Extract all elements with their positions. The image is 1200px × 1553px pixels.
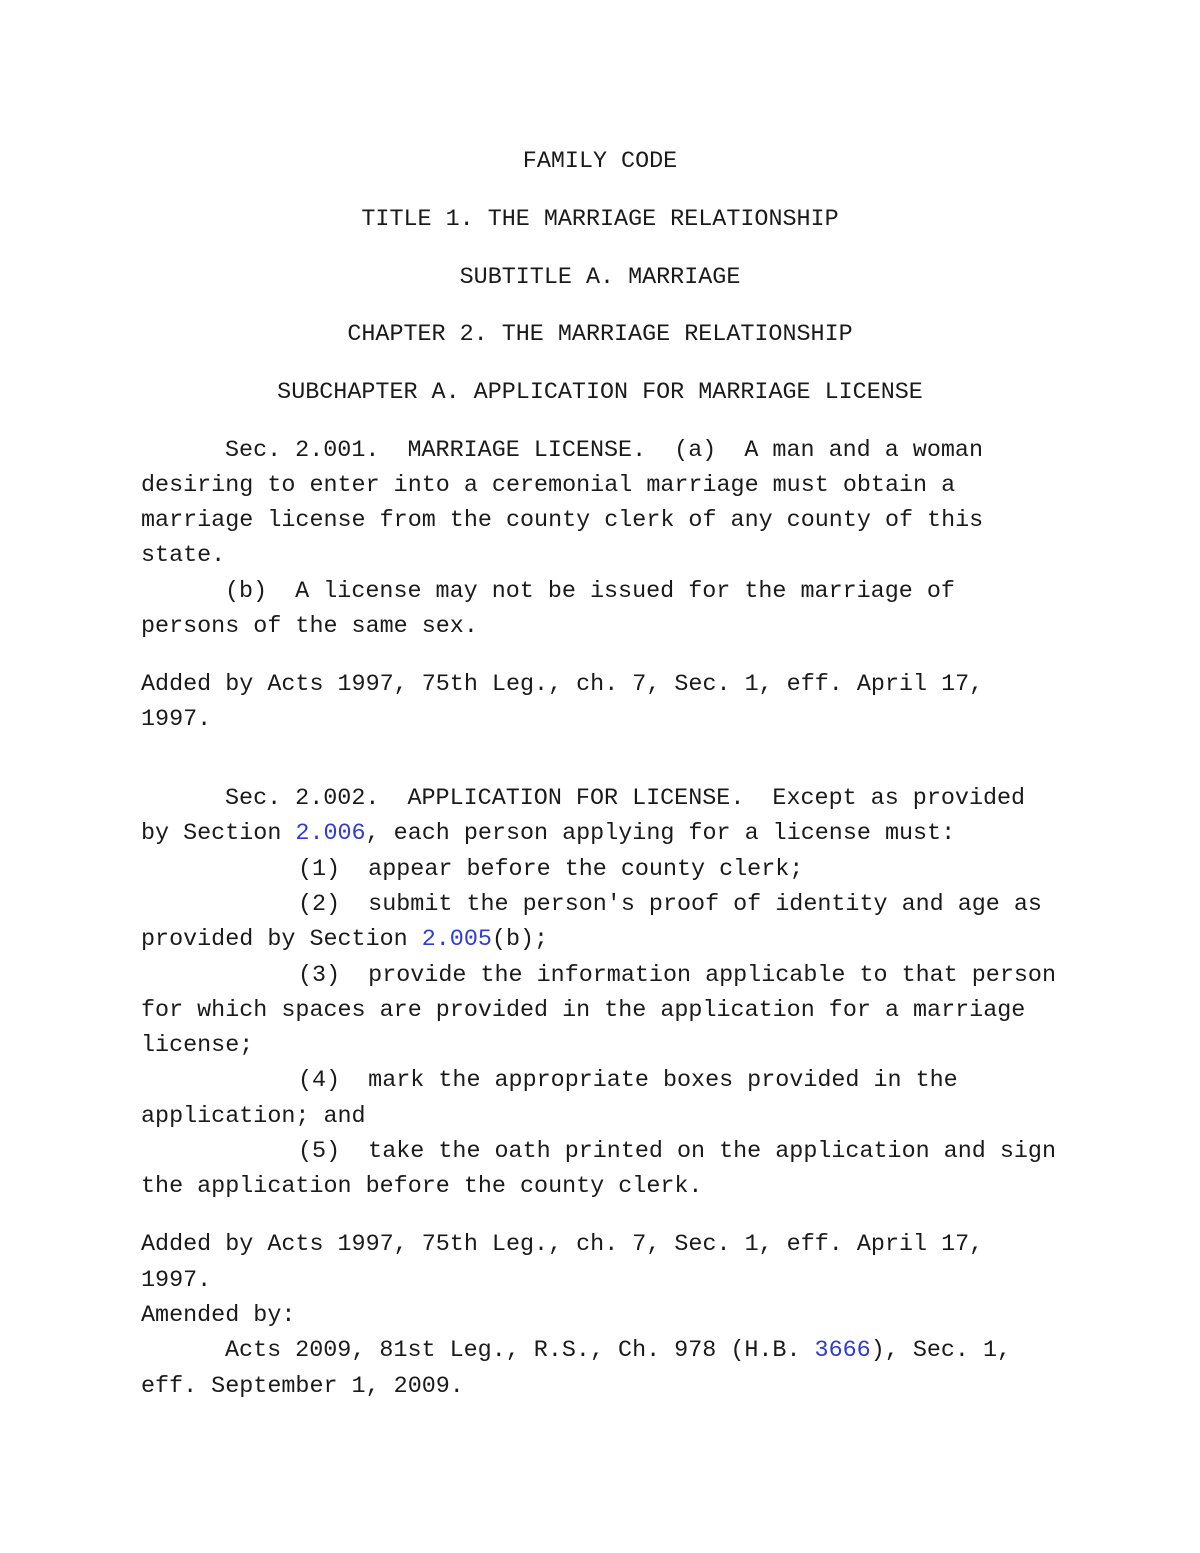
list-item-3: (3) provide the information applicable to that person (298, 963, 1056, 989)
text-fragment: ), Sec. 1, (870, 1338, 1012, 1364)
text-fragment: by Section (141, 821, 296, 847)
title-heading: TITLE 1. THE MARRIAGE RELATIONSHIP (361, 207, 839, 233)
hb-3666-link[interactable]: 3666 (814, 1338, 871, 1364)
text-fragment: provided by Section (141, 927, 422, 953)
sec-2-001-history-line: 1997. (141, 707, 212, 733)
list-item-2: (2) submit the person's proof of identity and age as (298, 892, 1042, 918)
list-item-4-cont: application; and (141, 1104, 366, 1130)
list-item-3-cont: for which spaces are provided in the application for a marriage (141, 998, 1026, 1024)
amended-by-label: Amended by: (141, 1303, 296, 1329)
code-heading: FAMILY CODE (522, 149, 678, 175)
text-fragment: (b); (491, 927, 549, 953)
list-item-5: (5) take the oath printed on the application and sign (298, 1139, 1056, 1165)
list-item-4: (4) mark the appropriate boxes provided in the (298, 1068, 958, 1094)
sec-2-001-text-line: persons of the same sex. (141, 614, 478, 640)
text-fragment: , each person applying for a license must: (365, 821, 956, 847)
subtitle-heading: SUBTITLE A. MARRIAGE (459, 265, 741, 291)
section-2-006-link[interactable]: 2.006 (295, 821, 366, 847)
chapter-heading: CHAPTER 2. THE MARRIAGE RELATIONSHIP (347, 322, 853, 348)
text-fragment: Acts 2009, 81st Leg., R.S., Ch. 978 (H.B. (225, 1338, 815, 1364)
list-item-1: (1) appear before the county clerk; (298, 857, 804, 883)
section-2-005-link[interactable]: 2.005 (421, 927, 492, 953)
sec-2-002-heading-line: Sec. 2.002. APPLICATION FOR LICENSE. Except as provided (225, 786, 1026, 812)
sec-2-002-text-line (141, 819, 955, 849)
sec-2-001-text-line: state. (141, 543, 226, 569)
list-item-5-cont: the application before the county clerk. (141, 1174, 703, 1200)
amendment-line (225, 1336, 1011, 1366)
list-item-3-cont: license; (141, 1033, 254, 1059)
sec-2-001-history-line: Added by Acts 1997, 75th Leg., ch. 7, Sec. 1, eff. April 17, (141, 672, 984, 698)
list-item-2-cont (141, 925, 548, 955)
sec-2-001-text-line: desiring to enter into a ceremonial marriage must obtain a (141, 473, 956, 499)
sec-2-001-subsection-b: (b) A license may not be issued for the marriage of (225, 579, 955, 605)
sec-2-001-text-line: marriage license from the county clerk of any county of this (141, 508, 984, 534)
amendment-line-cont: eff. September 1, 2009. (141, 1374, 464, 1400)
subchapter-heading: SUBCHAPTER A. APPLICATION FOR MARRIAGE LICENSE (277, 380, 923, 406)
sec-2-001-heading-line: Sec. 2.001. MARRIAGE LICENSE. (a) A man and a woman (225, 438, 983, 464)
sec-2-002-history-line: Added by Acts 1997, 75th Leg., ch. 7, Sec. 1, eff. April 17, (141, 1232, 984, 1258)
sec-2-002-history-line: 1997. (141, 1268, 212, 1294)
